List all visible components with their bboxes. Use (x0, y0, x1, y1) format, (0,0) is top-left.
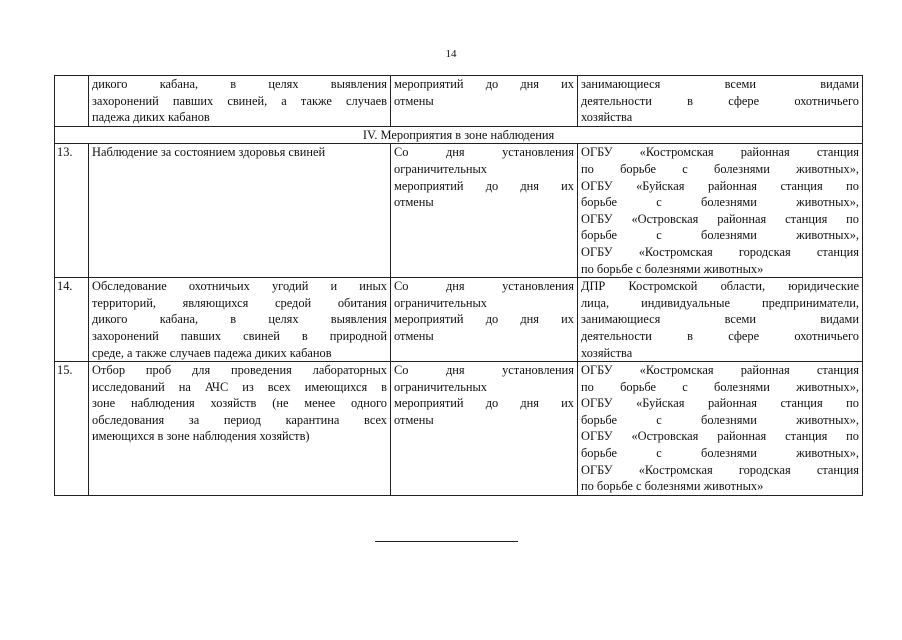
section-row (55, 126, 863, 144)
text-line: борьбе с болезнями животных», (581, 446, 859, 461)
responsible-cell (578, 76, 863, 127)
measure-cell (89, 76, 391, 127)
text-line: ОГБУ «Буйская районная станция по (581, 396, 859, 411)
text-line: мероприятий до дня их (394, 312, 574, 327)
text-line: падежа диких кабанов (92, 110, 210, 125)
text-line: отмены (394, 328, 434, 343)
text-line: Со дня установления (394, 279, 574, 294)
text-line: Со дня установления (394, 363, 574, 378)
text-line: мероприятий до дня их (394, 77, 574, 91)
text-line: по борьбе с болезнями животных» (581, 261, 764, 276)
table-row (55, 362, 863, 496)
period-cell (391, 144, 578, 278)
text-line: захоронений павших свиней, а также случаев (92, 93, 387, 108)
text-line: зоне наблюдения хозяйств (не менее одного (92, 396, 387, 411)
table-row (55, 144, 863, 278)
text-line: Наблюдение за состоянием здоровья свиней (92, 145, 326, 160)
text-line: хозяйства (581, 345, 633, 360)
text-line: ОГБУ «Костромская городская станция (581, 462, 859, 477)
measure-cell (89, 144, 391, 278)
text-line: ограничительных (394, 379, 487, 394)
row-number-cell: 14. (55, 278, 89, 362)
section-title: IV. Мероприятия в зоне наблюдения (55, 126, 863, 144)
row-number-cell (55, 76, 89, 127)
text-line: ОГБУ «Островская районная станция по (581, 429, 859, 444)
row-number-cell: 13. (55, 144, 89, 278)
page-number: 14 (445, 48, 457, 60)
text-line: обследования за период карантина всех (92, 412, 387, 427)
measure-cell (89, 362, 391, 496)
responsible-cell (578, 362, 863, 496)
text-line: занимающиеся всеми видами (581, 77, 859, 91)
text-line: по борьбе с болезнями животных» (581, 479, 764, 494)
responsible-cell (578, 144, 863, 278)
text-line: ограничительных (394, 161, 487, 176)
text-line: борьбе с болезнями животных», (581, 412, 859, 427)
text-line: ОГБУ «Костромская районная станция (581, 145, 859, 160)
text-line: имеющихся в зоне наблюдения хозяйств) (92, 429, 310, 444)
period-cell (391, 278, 578, 362)
text-line: дикого кабана, в целях выявления (92, 312, 387, 327)
text-line: ОГБУ «Костромская районная станция (581, 363, 859, 378)
text-line: ДПР Костромской области, юридические (581, 279, 859, 294)
period-cell (391, 362, 578, 496)
text-line: захоронений павших свиней в природной (92, 328, 387, 343)
table-row-continued (55, 76, 863, 127)
end-rule (375, 541, 518, 542)
text-line: Со дня установления (394, 145, 574, 160)
text-line: ОГБУ «Островская районная станция по (581, 211, 859, 226)
text-line: Отбор проб для проведения лабораторных (92, 363, 387, 378)
text-line: борьбе с болезнями животных», (581, 195, 859, 210)
text-line: мероприятий до дня их (394, 178, 574, 193)
text-line: отмены (394, 93, 434, 108)
text-line: деятельности в сфере охотничьего (581, 328, 859, 343)
text-line: лица, индивидуальные предприниматели, (581, 295, 859, 310)
text-line: по борьбе с болезнями животных», (581, 161, 859, 176)
measures-table (54, 75, 863, 496)
text-line: хозяйства (581, 110, 633, 125)
period-cell (391, 76, 578, 127)
text-line: борьбе с болезнями животных», (581, 228, 859, 243)
text-line: Обследование охотничьих угодий и иных (92, 279, 387, 294)
table-row (55, 278, 863, 362)
text-line: ОГБУ «Костромская городская станция (581, 244, 859, 259)
text-line: среде, а также случаев падежа диких кабанов (92, 345, 332, 360)
text-line: отмены (394, 195, 434, 210)
text-line: деятельности в сфере охотничьего (581, 93, 859, 108)
text-line: занимающиеся всеми видами (581, 312, 859, 327)
text-line: по борьбе с болезнями животных», (581, 379, 859, 394)
text-line: ограничительных (394, 295, 487, 310)
text-line: мероприятий до дня их (394, 396, 574, 411)
text-line: отмены (394, 412, 434, 427)
text-line: дикого кабана, в целях выявления (92, 77, 387, 91)
text-line: ОГБУ «Буйская районная станция по (581, 178, 859, 193)
row-number-cell: 15. (55, 362, 89, 496)
responsible-cell (578, 278, 863, 362)
text-line: исследований на АЧС из всех имеющихся в (92, 379, 387, 394)
text-line: территорий, являющихся средой обитания (92, 295, 387, 310)
measure-cell (89, 278, 391, 362)
